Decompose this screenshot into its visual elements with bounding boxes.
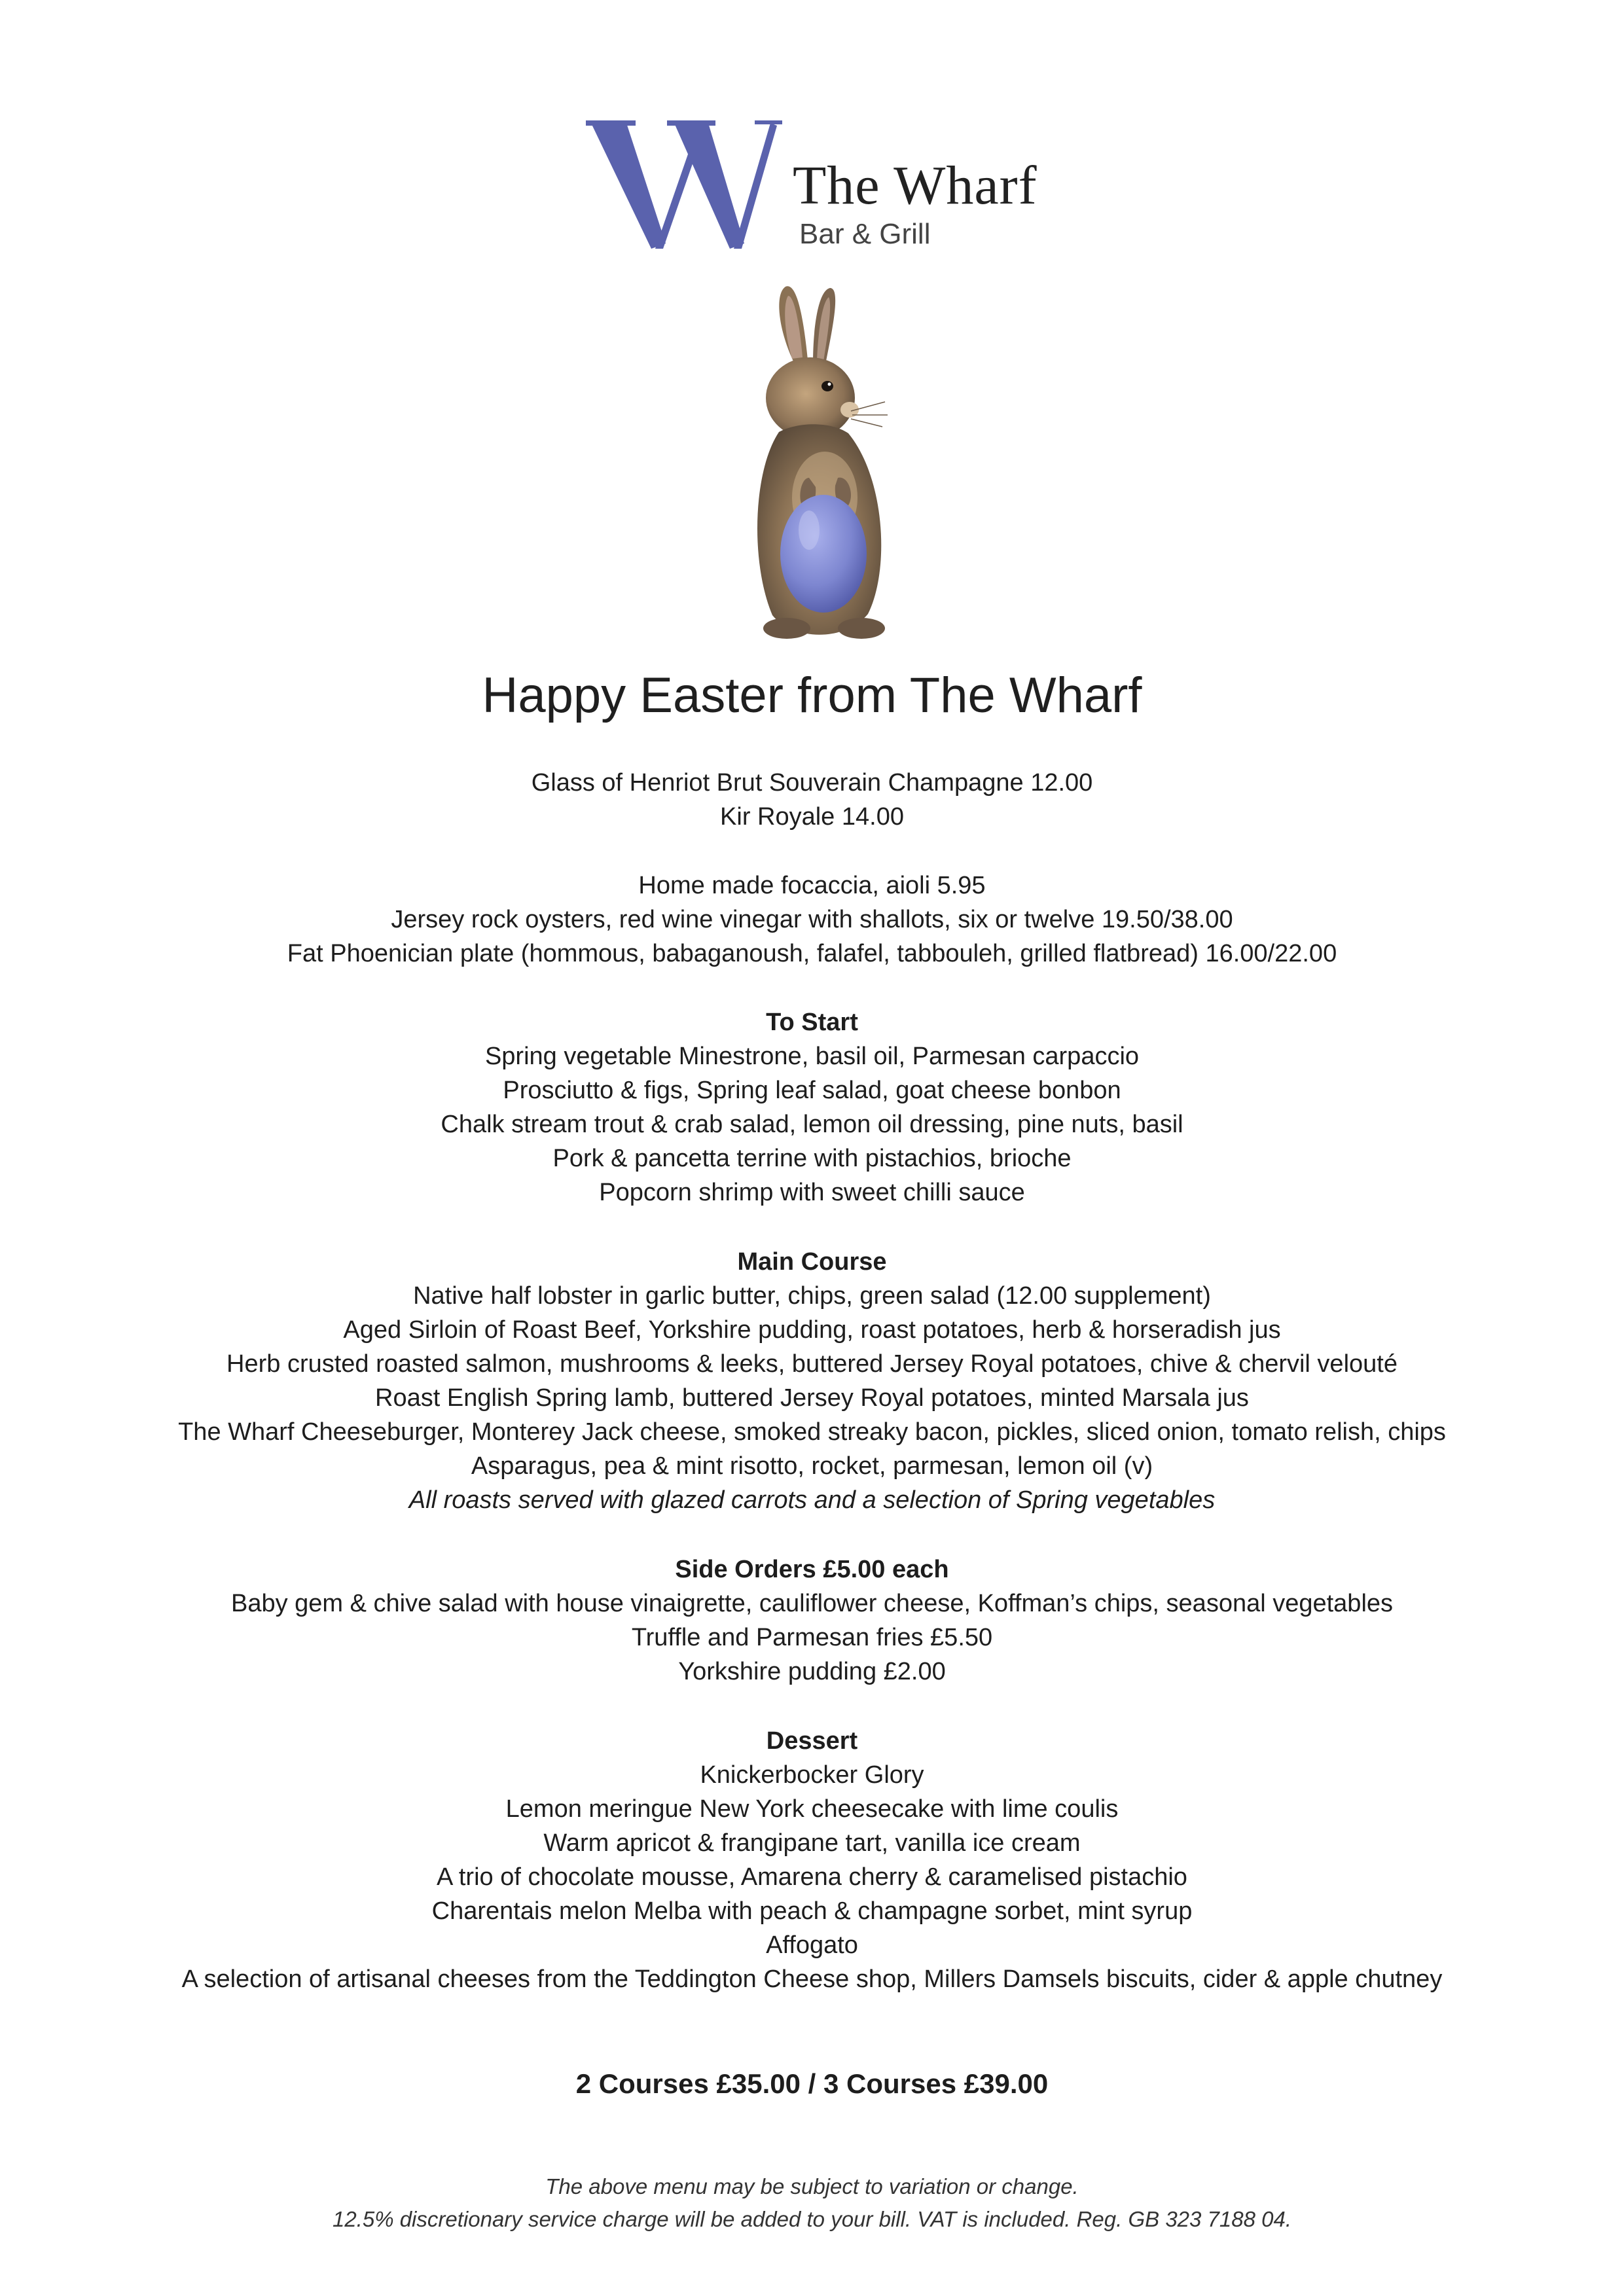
sides-heading: Side Orders £5.00 each <box>675 1556 949 1583</box>
starter-item: Pork & pancetta terrine with pistachios, brioche <box>552 1145 1072 1172</box>
main-item: Roast English Spring lamb, buttered Jersey Royal potatoes, minted Marsala jus <box>375 1384 1249 1412</box>
w-monogram-logo <box>586 118 782 255</box>
side-item: Truffle and Parmesan fries £5.50 <box>631 1624 993 1651</box>
page-title: Happy Easter from The Wharf <box>482 668 1142 723</box>
easter-rabbit-illustration <box>733 281 916 648</box>
brand-subtitle: Bar & Grill <box>799 218 931 250</box>
starter-item: Spring vegetable Minestrone, basil oil, Parmesan carpaccio <box>484 1043 1140 1070</box>
main-item: The Wharf Cheeseburger, Monterey Jack cheese, smoked streaky bacon, pickles, sliced onion, tomato relish, chips <box>178 1418 1446 1446</box>
mains-heading: Main Course <box>737 1248 887 1276</box>
starters-heading: To Start <box>766 1009 858 1036</box>
drink-item: Glass of Henriot Brut Souverain Champagne 12.00 <box>531 769 1093 797</box>
dessert-item: A selection of artisanal cheeses from the Teddington Cheese shop, Millers Damsels biscuits, cider & apple chutney <box>181 1965 1443 1993</box>
course-pricing: 2 Courses £35.00 / 3 Courses £39.00 <box>575 2068 1049 2099</box>
footer-note: The above menu may be subject to variation or change. <box>545 2174 1079 2198</box>
footer-note: 12.5% discretionary service charge will be added to your bill. VAT is included. Reg. GB 323 7188 04. <box>332 2207 1292 2231</box>
nibble-item: Fat Phoenician plate (hommous, babaganoush, falafel, tabbouleh, grilled flatbread) 16.00/22.00 <box>287 940 1337 967</box>
dessert-item: Affogato <box>766 1931 858 1959</box>
starter-item: Chalk stream trout & crab salad, lemon oil dressing, pine nuts, basil <box>441 1111 1183 1138</box>
dessert-item: Lemon meringue New York cheesecake with lime coulis <box>505 1795 1119 1823</box>
dessert-item: A trio of chocolate mousse, Amarena cherry & caramelised pistachio <box>437 1863 1187 1891</box>
side-item: Yorkshire pudding £2.00 <box>678 1658 946 1685</box>
desserts-heading: Dessert <box>766 1727 858 1755</box>
wharf-logo <box>586 118 1057 275</box>
nibble-item: Home made focaccia, aioli 5.95 <box>638 872 986 899</box>
main-item: Asparagus, pea & mint risotto, rocket, parmesan, lemon oil (v) <box>471 1452 1153 1480</box>
side-item: Baby gem & chive salad with house vinaigrette, cauliflower cheese, Koffman’s chips, seasonal vegetables <box>230 1590 1394 1617</box>
brand-name: The Wharf <box>793 155 1038 216</box>
starter-item: Popcorn shrimp with sweet chilli sauce <box>599 1179 1025 1206</box>
main-item: Aged Sirloin of Roast Beef, Yorkshire pudding, roast potatoes, herb & horseradish jus <box>343 1316 1281 1344</box>
starter-item: Prosciutto & figs, Spring leaf salad, goat cheese bonbon <box>503 1077 1121 1104</box>
dessert-item: Knickerbocker Glory <box>700 1761 924 1789</box>
dessert-item: Warm apricot & frangipane tart, vanilla ice cream <box>543 1829 1081 1857</box>
dessert-item: Charentais melon Melba with peach & champagne sorbet, mint syrup <box>431 1897 1193 1925</box>
drink-item: Kir Royale 14.00 <box>720 803 904 831</box>
main-item: Herb crusted roasted salmon, mushrooms & leeks, buttered Jersey Royal potatoes, chive & chervil velouté <box>226 1350 1398 1378</box>
mains-note: All roasts served with glazed carrots and a selection of Spring vegetables <box>408 1486 1216 1514</box>
nibble-item: Jersey rock oysters, red wine vinegar with shallots, six or twelve 19.50/38.00 <box>391 906 1233 933</box>
main-item: Native half lobster in garlic butter, chips, green salad (12.00 supplement) <box>413 1282 1211 1310</box>
